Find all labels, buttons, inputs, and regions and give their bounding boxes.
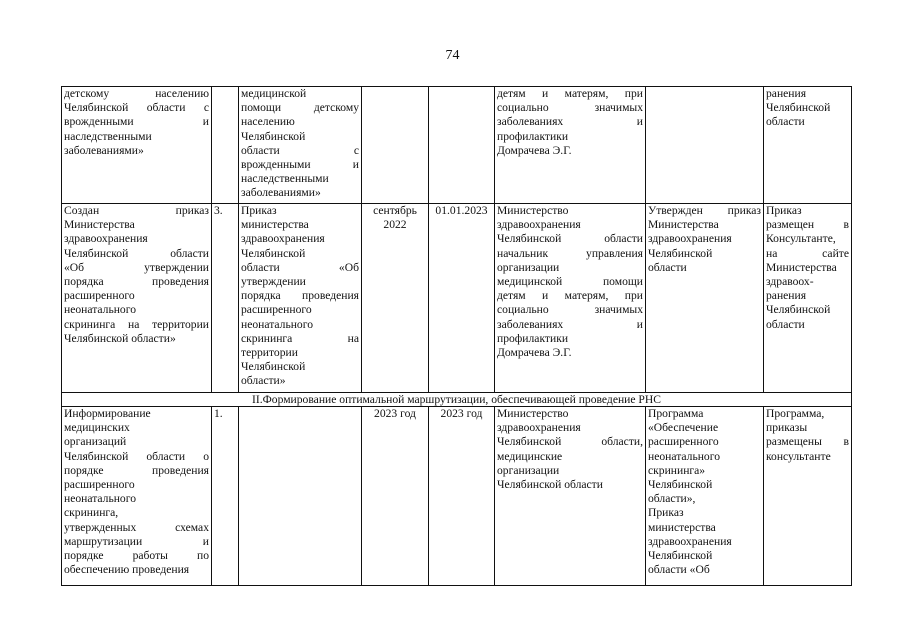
cell-line: наследственными	[64, 129, 152, 143]
cell-line: заболеваниями»	[241, 186, 321, 200]
cell-line: неонатального	[648, 449, 720, 463]
cell-line: детям и матерям, при	[497, 289, 643, 303]
table-row	[62, 87, 852, 204]
cell-line: начальник управления	[497, 246, 643, 260]
cell-number: 3.	[212, 204, 239, 393]
cell-line: министерства	[241, 218, 309, 232]
cell-document	[239, 87, 362, 204]
cell-line: Челябинской области,	[497, 435, 643, 449]
cell-line: здравоохранения	[497, 421, 581, 435]
cell-line: Приказ	[648, 506, 684, 520]
cell-line: Челябинской	[241, 360, 306, 374]
cell-line: заболеваниях и	[497, 317, 643, 331]
cell-line: Челябинской	[766, 303, 831, 317]
table-row	[62, 407, 852, 586]
cell-line: утвержденных схемах	[64, 520, 209, 534]
cell-event	[62, 407, 212, 586]
cell-line: Челябинской	[241, 129, 306, 143]
cell-line: врожденными и	[241, 158, 359, 172]
cell-line: медицинской	[241, 87, 307, 100]
cell-line: скрининга на территории	[64, 317, 209, 331]
cell-line: скрининга,	[64, 506, 119, 520]
section-header-row	[62, 393, 852, 407]
cell-line: организаций	[64, 435, 127, 449]
cell-start-date	[362, 87, 429, 204]
cell-line: медицинские	[497, 449, 563, 463]
cell-line: расширенного	[64, 289, 135, 303]
cell-line: размещен в	[766, 218, 849, 232]
cell-line: детям и матерям, при	[497, 87, 643, 100]
page-number: 74	[445, 48, 460, 63]
cell-line: Министерство	[497, 204, 569, 217]
cell-line: Министерства	[648, 218, 719, 232]
cell-line: здравоохранения	[648, 534, 732, 548]
cell-start-date: сентябрь 2022	[362, 204, 429, 393]
cell-number	[212, 87, 239, 204]
cell-line: Челябинской области с	[64, 101, 209, 115]
cell-line: обеспечению проведения	[64, 563, 190, 577]
cell-line: порядка проведения	[64, 275, 209, 289]
cell-line: области»	[241, 374, 286, 388]
cell-line: Челябинской	[648, 549, 713, 563]
cell-line: Челябинской	[241, 246, 306, 260]
cell-line: наследственными	[241, 172, 329, 186]
cell-result	[646, 204, 764, 393]
cell-line: организации	[497, 463, 560, 477]
cell-line: здравоох-	[766, 275, 814, 289]
cell-end-date	[429, 87, 495, 204]
cell-line: приказы	[766, 421, 808, 435]
table-row	[62, 204, 852, 393]
cell-line: области	[766, 115, 805, 129]
cell-line: ранения	[766, 289, 807, 303]
cell-line: утверждении	[241, 275, 306, 289]
cell-line: расширенного	[64, 478, 135, 492]
cell-document	[239, 204, 362, 393]
cell-event	[62, 87, 212, 204]
cell-line: Утвержден приказ	[648, 204, 761, 217]
cell-line: Программа,	[766, 407, 825, 420]
cell-line: Приказ	[241, 204, 277, 217]
cell-line: «Обеспечение	[648, 421, 719, 435]
cell-line: Создан приказ	[64, 204, 209, 217]
cell-line: детскому населению	[64, 87, 209, 100]
cell-note	[764, 87, 852, 204]
cell-line: Консультанте,	[766, 232, 836, 246]
cell-line: скрининга на	[241, 331, 359, 345]
cell-line: населению	[241, 115, 295, 129]
cell-line: консультанте	[766, 449, 831, 463]
cell-line: организации	[497, 260, 560, 274]
cell-line: неонатального	[241, 317, 313, 331]
cell-event	[62, 204, 212, 393]
cell-line: Челябинской области»	[64, 331, 176, 345]
cell-responsible	[495, 407, 646, 586]
cell-line: медицинских	[64, 421, 130, 435]
cell-line: здравоохранения	[64, 232, 148, 246]
cell-end-date: 01.01.2023	[429, 204, 495, 393]
cell-line: Челябинской области о	[64, 449, 209, 463]
cell-line: неонатального	[64, 492, 136, 506]
cell-line: помощи детскому	[241, 101, 359, 115]
cell-line: заболеваниях и	[497, 115, 643, 129]
cell-line: ранения	[766, 87, 807, 100]
cell-line: Домрачева Э.Г.	[497, 346, 572, 360]
cell-line: области	[766, 317, 805, 331]
cell-line: скрининга»	[648, 463, 706, 477]
cell-line: Домрачева Э.Г.	[497, 143, 572, 157]
cell-result	[646, 407, 764, 586]
cell-line: порядка проведения	[241, 289, 359, 303]
cell-line: медицинской помощи	[497, 275, 643, 289]
cell-line: здравоохранения	[241, 232, 325, 246]
cell-note	[764, 407, 852, 586]
cell-line: социально значимых	[497, 303, 643, 317]
cell-line: размещены в	[766, 435, 849, 449]
cell-start-date: 2023 год	[362, 407, 429, 586]
cell-line: на сайте	[766, 246, 849, 260]
cell-line: Информирование	[64, 407, 151, 420]
cell-line: социально значимых	[497, 101, 643, 115]
cell-line: расширенного	[241, 303, 312, 317]
cell-line: здравоохранения	[648, 232, 732, 246]
cell-note	[764, 204, 852, 393]
cell-line: здравоохранения	[497, 218, 581, 232]
cell-line: врожденными и	[64, 115, 209, 129]
cell-line: Приказ	[766, 204, 802, 217]
cell-line: министерства	[648, 520, 716, 534]
cell-line: территории	[241, 346, 298, 360]
cell-line: расширенного	[648, 435, 719, 449]
cell-line: области	[648, 260, 687, 274]
cell-responsible	[495, 87, 646, 204]
cell-line: Программа	[648, 407, 704, 420]
cell-line: профилактики	[497, 331, 569, 345]
cell-document	[239, 407, 362, 586]
cell-line: Министерства	[64, 218, 135, 232]
cell-line: маршрутизации и	[64, 534, 209, 548]
cell-line: области»,	[648, 492, 696, 506]
document-table	[61, 86, 852, 586]
cell-line: Челябинской	[648, 478, 713, 492]
cell-line: порядке проведения	[64, 463, 209, 477]
cell-line: области с	[241, 143, 359, 157]
cell-line: неонатального	[64, 303, 136, 317]
cell-line: Челябинской	[648, 246, 713, 260]
cell-line: порядке работы по	[64, 549, 209, 563]
cell-line: области «Об	[241, 260, 359, 274]
cell-line: области «Об	[648, 563, 710, 577]
cell-line: Челябинской области	[497, 232, 643, 246]
cell-line: Челябинской области	[497, 478, 603, 492]
cell-line: профилактики	[497, 129, 569, 143]
cell-line: Челябинской области	[64, 246, 209, 260]
cell-end-date: 2023 год	[429, 407, 495, 586]
cell-line: «Об утверждении	[64, 260, 209, 274]
cell-line: Министерство	[497, 407, 569, 420]
cell-number: 1.	[212, 407, 239, 586]
cell-line: Министерства	[766, 260, 837, 274]
cell-line: заболеваниями»	[64, 143, 144, 157]
cell-result	[646, 87, 764, 204]
cell-line: Челябинской	[766, 101, 831, 115]
section-header: II.Формирование оптимальной маршрутизации, обеспечивающей проведение РНС	[62, 393, 852, 407]
cell-responsible	[495, 204, 646, 393]
